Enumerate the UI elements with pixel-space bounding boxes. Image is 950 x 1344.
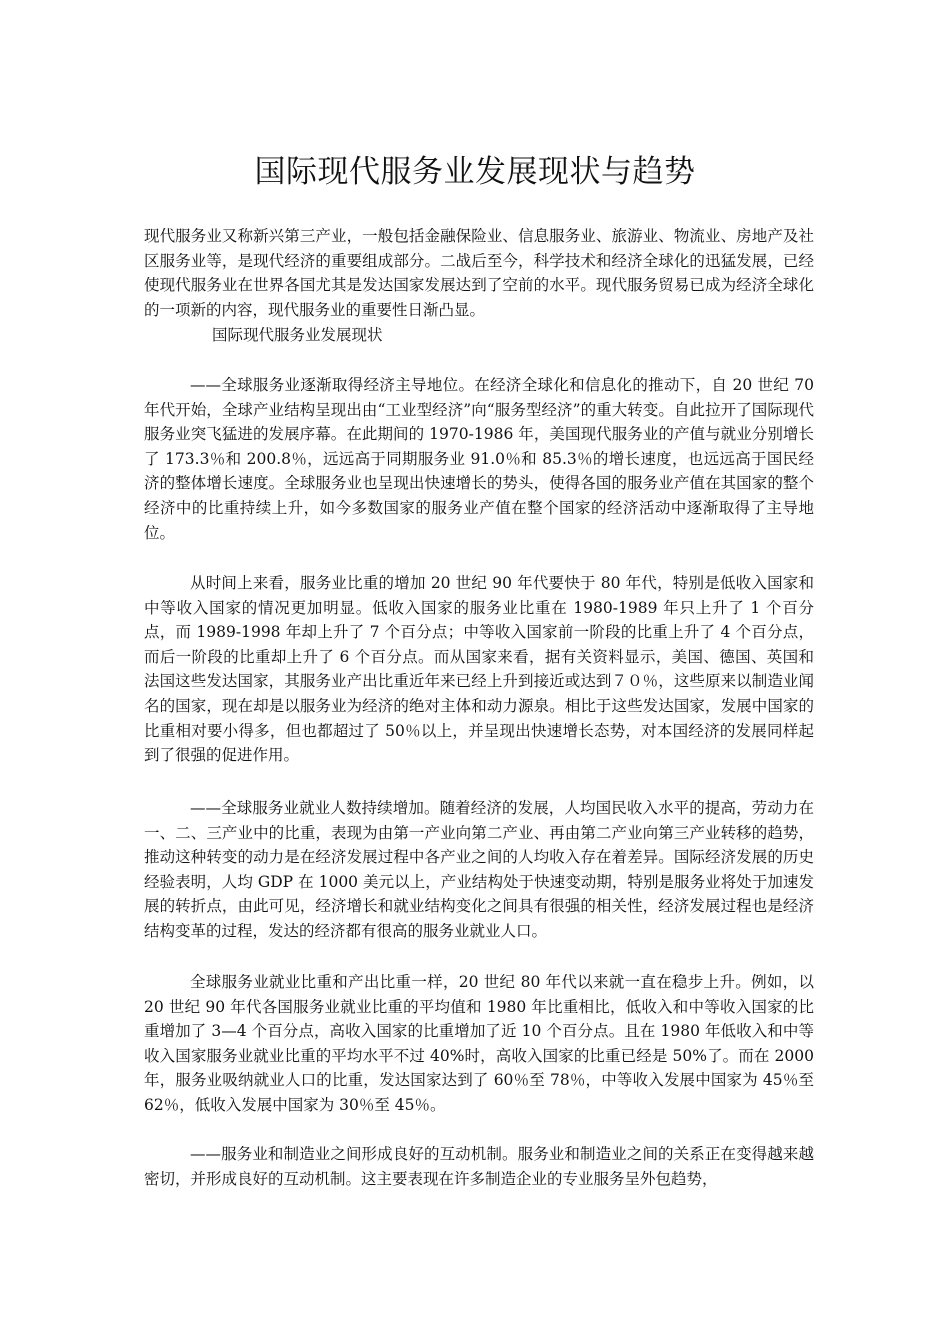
paragraph-1: ——全球服务业逐渐取得经济主导地位。在经济全球化和信息化的推动下，自 20 世纪 70 年代开始，全球产业结构呈现出由“工业型经济”向“服务型经济”的重大转变。自此拉开了国际现代服务业突飞猛进的发展序幕。在此期间的 1970-1986 年，美国现代服务业的产值与就业分别增长了 173.3％和 200.8％，远远高于同期服务业 91.0％和 85.3％的增长速度，也远远高于国民经济的整体增长速度。全球服务业也呈现出快速增长的势头，使得各国的服务业产值在其国家的整个经济中的比重持续上升，如今多数国家的服务业产值在整个国家的经济活动中逐渐取得了主导地位。 [144, 376, 814, 542]
intro-paragraph: 现代服务业又称新兴第三产业，一般包括金融保险业、信息服务业、旅游业、物流业、房地产及社区服务业等，是现代经济的重要组成部分。二战后至今，科学技术和经济全球化的迅猛发展，已经使现代服务业在世界各国尤其是发达国家发展达到了空前的水平。现代服务贸易已成为经济全球化的一项新的内容，现代服务业的重要性日渐凸显。 [144, 227, 814, 319]
paragraph-3: ——全球服务业就业人数持续增加。随着经济的发展，人均国民收入水平的提高，劳动力在一、二、三产业中的比重，表现为由第一产业向第二产业、再由第二产业向第三产业转移的趋势，推动这种转变的动力是在经济发展过程中各产业之间的人均收入存在着差异。国际经济发展的历史经验表明，人均 GDP 在 1000 美元以上，产业结构处于快速变动期，特别是服务业将处于加速发展的转折点，由此可见，经济增长和就业结构变化之间具有很强的相关性，经济发展过程也是经济结构变革的过程，发达的经济都有很高的服务业就业人口。 [144, 799, 814, 940]
section-heading: 国际现代服务业发展现状 [212, 326, 383, 344]
paragraph-4: 全球服务业就业比重和产出比重一样，20 世纪 80 年代以来就一直在稳步上升。例如，以 20 世纪 90 年代各国服务业就业比重的平均值和 1980 年比重相比，低收入和中等收入国家的比重增加了 3—4 个百分点，高收入国家的比重增加了近 10 个百分点。且在 1980 年低收入和中等收入国家服务业就业比重的平均水平不过 40%时，高收入国家的比重已经是 50%了。而在 2000 年，服务业吸纳就业人口的比重，发达国家达到了 60％至 78％，中等收入发展中国家为 45％至 62％，低收入发展中国家为 30％至 45％。 [144, 973, 814, 1114]
paragraph-2: 从时间上来看，服务业比重的增加 20 世纪 90 年代要快于 80 年代，特别是低收入国家和中等收入国家的情况更加明显。低收入国家的服务业比重在 1980-1989 年只上升了 1 个百分点，而 1989-1998 年却上升了 7 个百分点；中等收入国家前一阶段的比重上升了 4 个百分点，而后一阶段的比重却上升了 6 个百分点。而从国家来看，据有关资料显示，美国、德国、英国和法国这些发达国家，其服务业产出比重近年来已经上升到接近或达到７０％，这些原来以制造业闻名的国家，现在却是以服务业为经济的绝对主体和动力源泉。相比于这些发达国家，发展中国家的比重相对要小得多，但也都超过了 50％以上，并呈现出快速增长态势，对本国经济的发展同样起到了很强的促进作用。 [144, 574, 814, 765]
paragraph-5: ——服务业和制造业之间形成良好的互动机制。服务业和制造业之间的关系正在变得越来越密切，并形成良好的互动机制。这主要表现在许多制造企业的专业服务呈外包趋势， [144, 1145, 814, 1188]
document-title: 国际现代服务业发展现状与趋势 [254, 154, 696, 190]
